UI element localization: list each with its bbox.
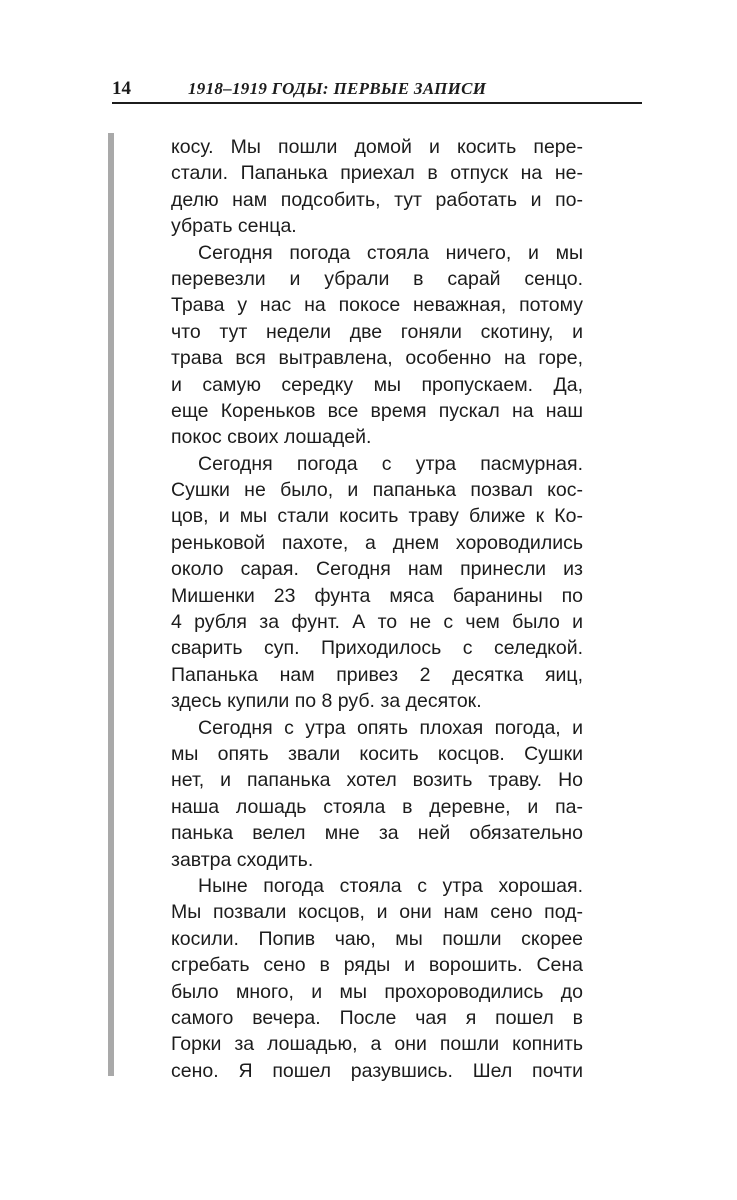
text-line: здесь купили по 8 руб. за десяток. [171,690,482,713]
text-line: сено. Я пошел разувшись. Шел почти [171,1059,583,1082]
text-line: стали. Папанька приехал в отпуск на не- [171,162,583,185]
text-line: панька велел мне за ней обязательно [171,822,583,845]
text-line: цов, и мы стали косить траву ближе к Ко- [171,505,583,528]
text-line: наша лошадь стояла в деревне, и па- [171,795,583,818]
text-line: Мы позвали косцов, и они нам сено под- [171,901,583,924]
margin-highlight-bar [108,133,114,1076]
text-line: Ныне погода стояла с утра хорошая. [198,874,583,897]
text-line: Горки за лошадью, а они пошли копнить [171,1033,583,1056]
text-line: делю нам подсобить, тут работать и по- [171,188,583,211]
section-title: 1918–1919 ГОДЫ: ПЕРВЫЕ ЗАПИСИ [188,79,487,98]
text-line: сгребать сено в ряды и ворошить. Сена [171,954,583,977]
text-line: сварить суп. Приходилось с селедкой. [171,637,583,660]
text-line: Мишенки 23 фунта мяса баранины по [171,584,583,607]
text-line: убрать сенца. [171,215,297,238]
text-line: трава вся вытравлена, особенно на горе, [171,347,583,370]
text-line: было много, и мы прохороводились до [171,980,583,1003]
text-line: и самую середку мы пропускаем. Да, [171,373,583,396]
text-line: 4 рубля за фунт. А то не с чем было и [171,611,583,634]
paragraph [171,451,583,715]
text-line: Сушки не было, и папанька позвал кос- [171,479,583,502]
text-line: Сегодня погода с утра пасмурная. [198,452,583,475]
text-line: самого вечера. После чая я пошел в [171,1006,583,1029]
paragraph [171,134,583,240]
text-line: что тут недели две гоняли скотину, и [171,320,583,343]
running-head [112,78,642,100]
text-line: завтра сходить. [171,848,314,871]
text-line: косу. Мы пошли домой и косить пере- [171,136,583,158]
text-line: Сегодня с утра опять плохая погода, и [198,716,583,739]
text-line: реньковой пахоте, а днем хороводились [171,531,583,554]
text-line: Сегодня погода стояла ничего, и мы [198,241,583,264]
header-rule [112,102,642,104]
paragraph [171,715,583,873]
text-line: Папанька нам привез 2 десятка яиц, [171,663,583,686]
paragraph [171,873,583,1084]
text-line: еще Кореньков все время пускал на наш [171,399,583,422]
text-line: мы опять звали косить косцов. Сушки [171,742,583,765]
text-line: нет, и папанька хотел возить траву. Но [171,769,583,792]
text-line: косили. Попив чаю, мы пошли скорее [171,927,583,950]
page-number: 14 [112,78,131,99]
text-line: покос своих лошадей. [171,426,372,449]
paragraph [171,240,583,451]
text-line: Трава у нас на покосе неважная, потому [171,294,583,317]
text-line: перевезли и убрали в сарай сенцо. [171,267,583,290]
body-text [171,134,583,1084]
text-line: около сарая. Сегодня нам принесли из [171,558,583,581]
